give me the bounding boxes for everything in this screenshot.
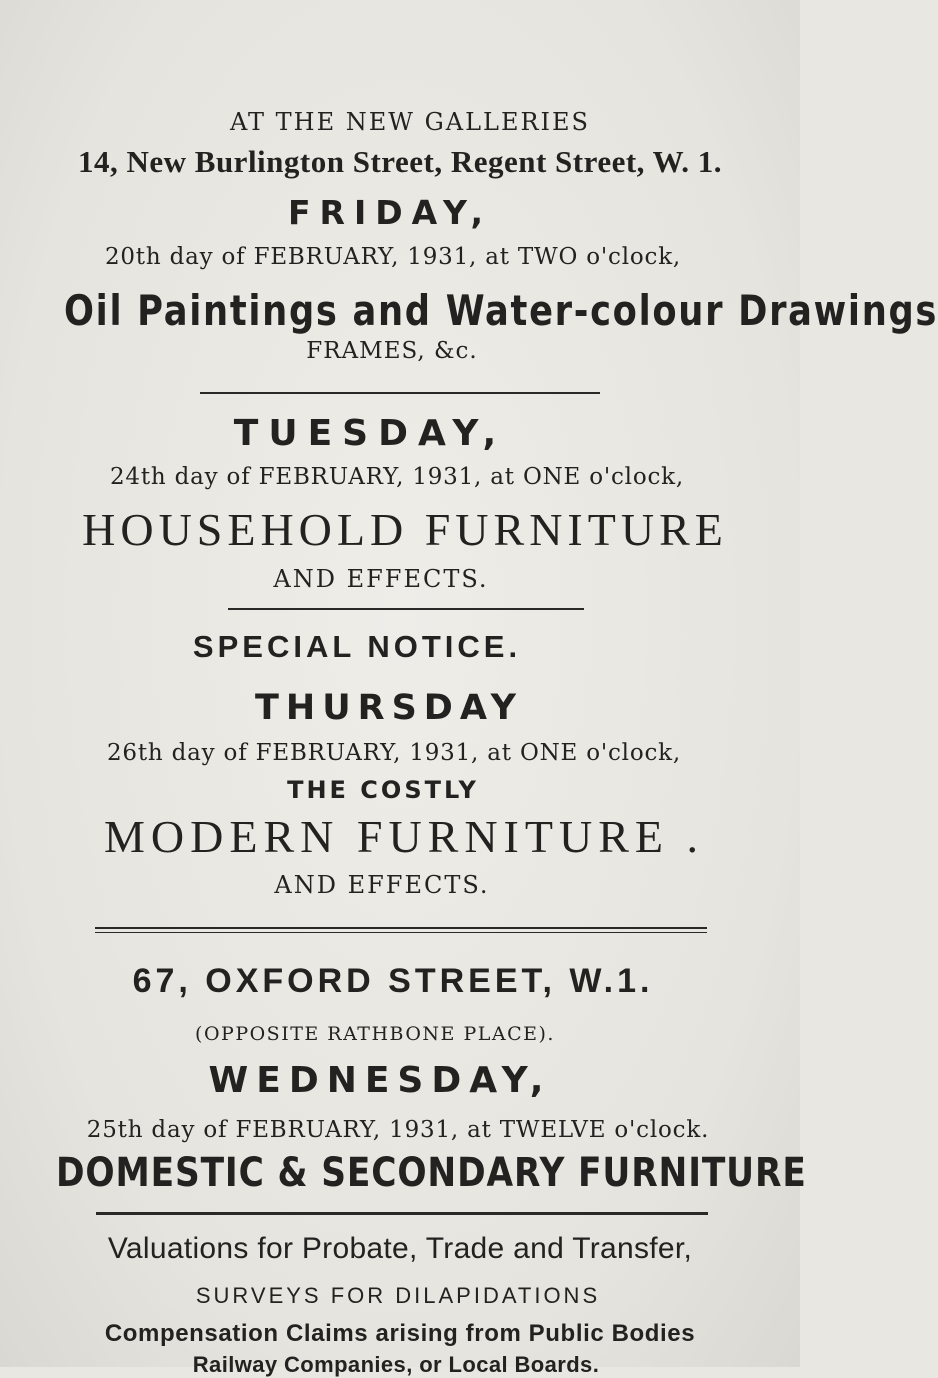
compensation-line: Compensation Claims arising from Public Bodies — [104, 1320, 696, 1347]
divider-rule — [96, 1212, 708, 1215]
wednesday-sale-title: DOMESTIC & SECONDARY FURNITURE — [56, 1150, 807, 1196]
friday-sale-subtitle: FRAMES, &c. — [306, 338, 478, 364]
railway-line: Railway Companies, or Local Boards. — [192, 1352, 600, 1377]
wednesday-day: WEDNESDAY, — [208, 1060, 552, 1101]
thursday-date: 26th day of FEBRUARY, 1931, at ONE o'clock, — [106, 740, 682, 766]
tuesday-sale-subtitle: AND EFFECTS. — [273, 565, 489, 593]
tuesday-date: 24th day of FEBRUARY, 1931, at ONE o'clock, — [109, 464, 685, 490]
divider-rule — [200, 392, 600, 394]
special-notice: SPECIAL NOTICE. — [192, 629, 522, 664]
surveys-line: SURVEYS FOR DILAPIDATIONS — [195, 1283, 601, 1308]
thursday-day: THURSDAY — [255, 688, 523, 728]
galleries-heading: AT THE NEW GALLERIES — [230, 108, 590, 136]
friday-sale-title: Oil Paintings and Water-colour Drawings — [64, 286, 938, 335]
section-double-rule — [95, 927, 707, 933]
thursday-sale-title: MODERN FURNITURE . — [104, 811, 704, 862]
tuesday-day: TUESDAY, — [233, 413, 507, 454]
wednesday-date: 25th day of FEBRUARY, 1931, at TWELVE o'clock. — [86, 1117, 710, 1143]
divider-rule — [228, 608, 584, 610]
friday-day: FRIDAY, — [288, 193, 492, 232]
oxford-opposite-note: (OPPOSITE RATHBONE PLACE). — [195, 1023, 555, 1045]
friday-date: 20th day of FEBRUARY, 1931, at TWO o'clock, — [104, 244, 682, 270]
galleries-address: 14, New Burlington Street, Regent Street, W. 1. — [77, 144, 722, 179]
thursday-costly: THE COSTLY — [287, 776, 479, 804]
tuesday-sale-title: HOUSEHOLD FURNITURE — [82, 504, 728, 555]
thursday-sale-subtitle: AND EFFECTS. — [274, 871, 490, 899]
oxford-street-address: 67, OXFORD STREET, W.1. — [132, 962, 654, 1000]
valuations-line: Valuations for Probate, Trade and Transfer, — [107, 1232, 693, 1265]
